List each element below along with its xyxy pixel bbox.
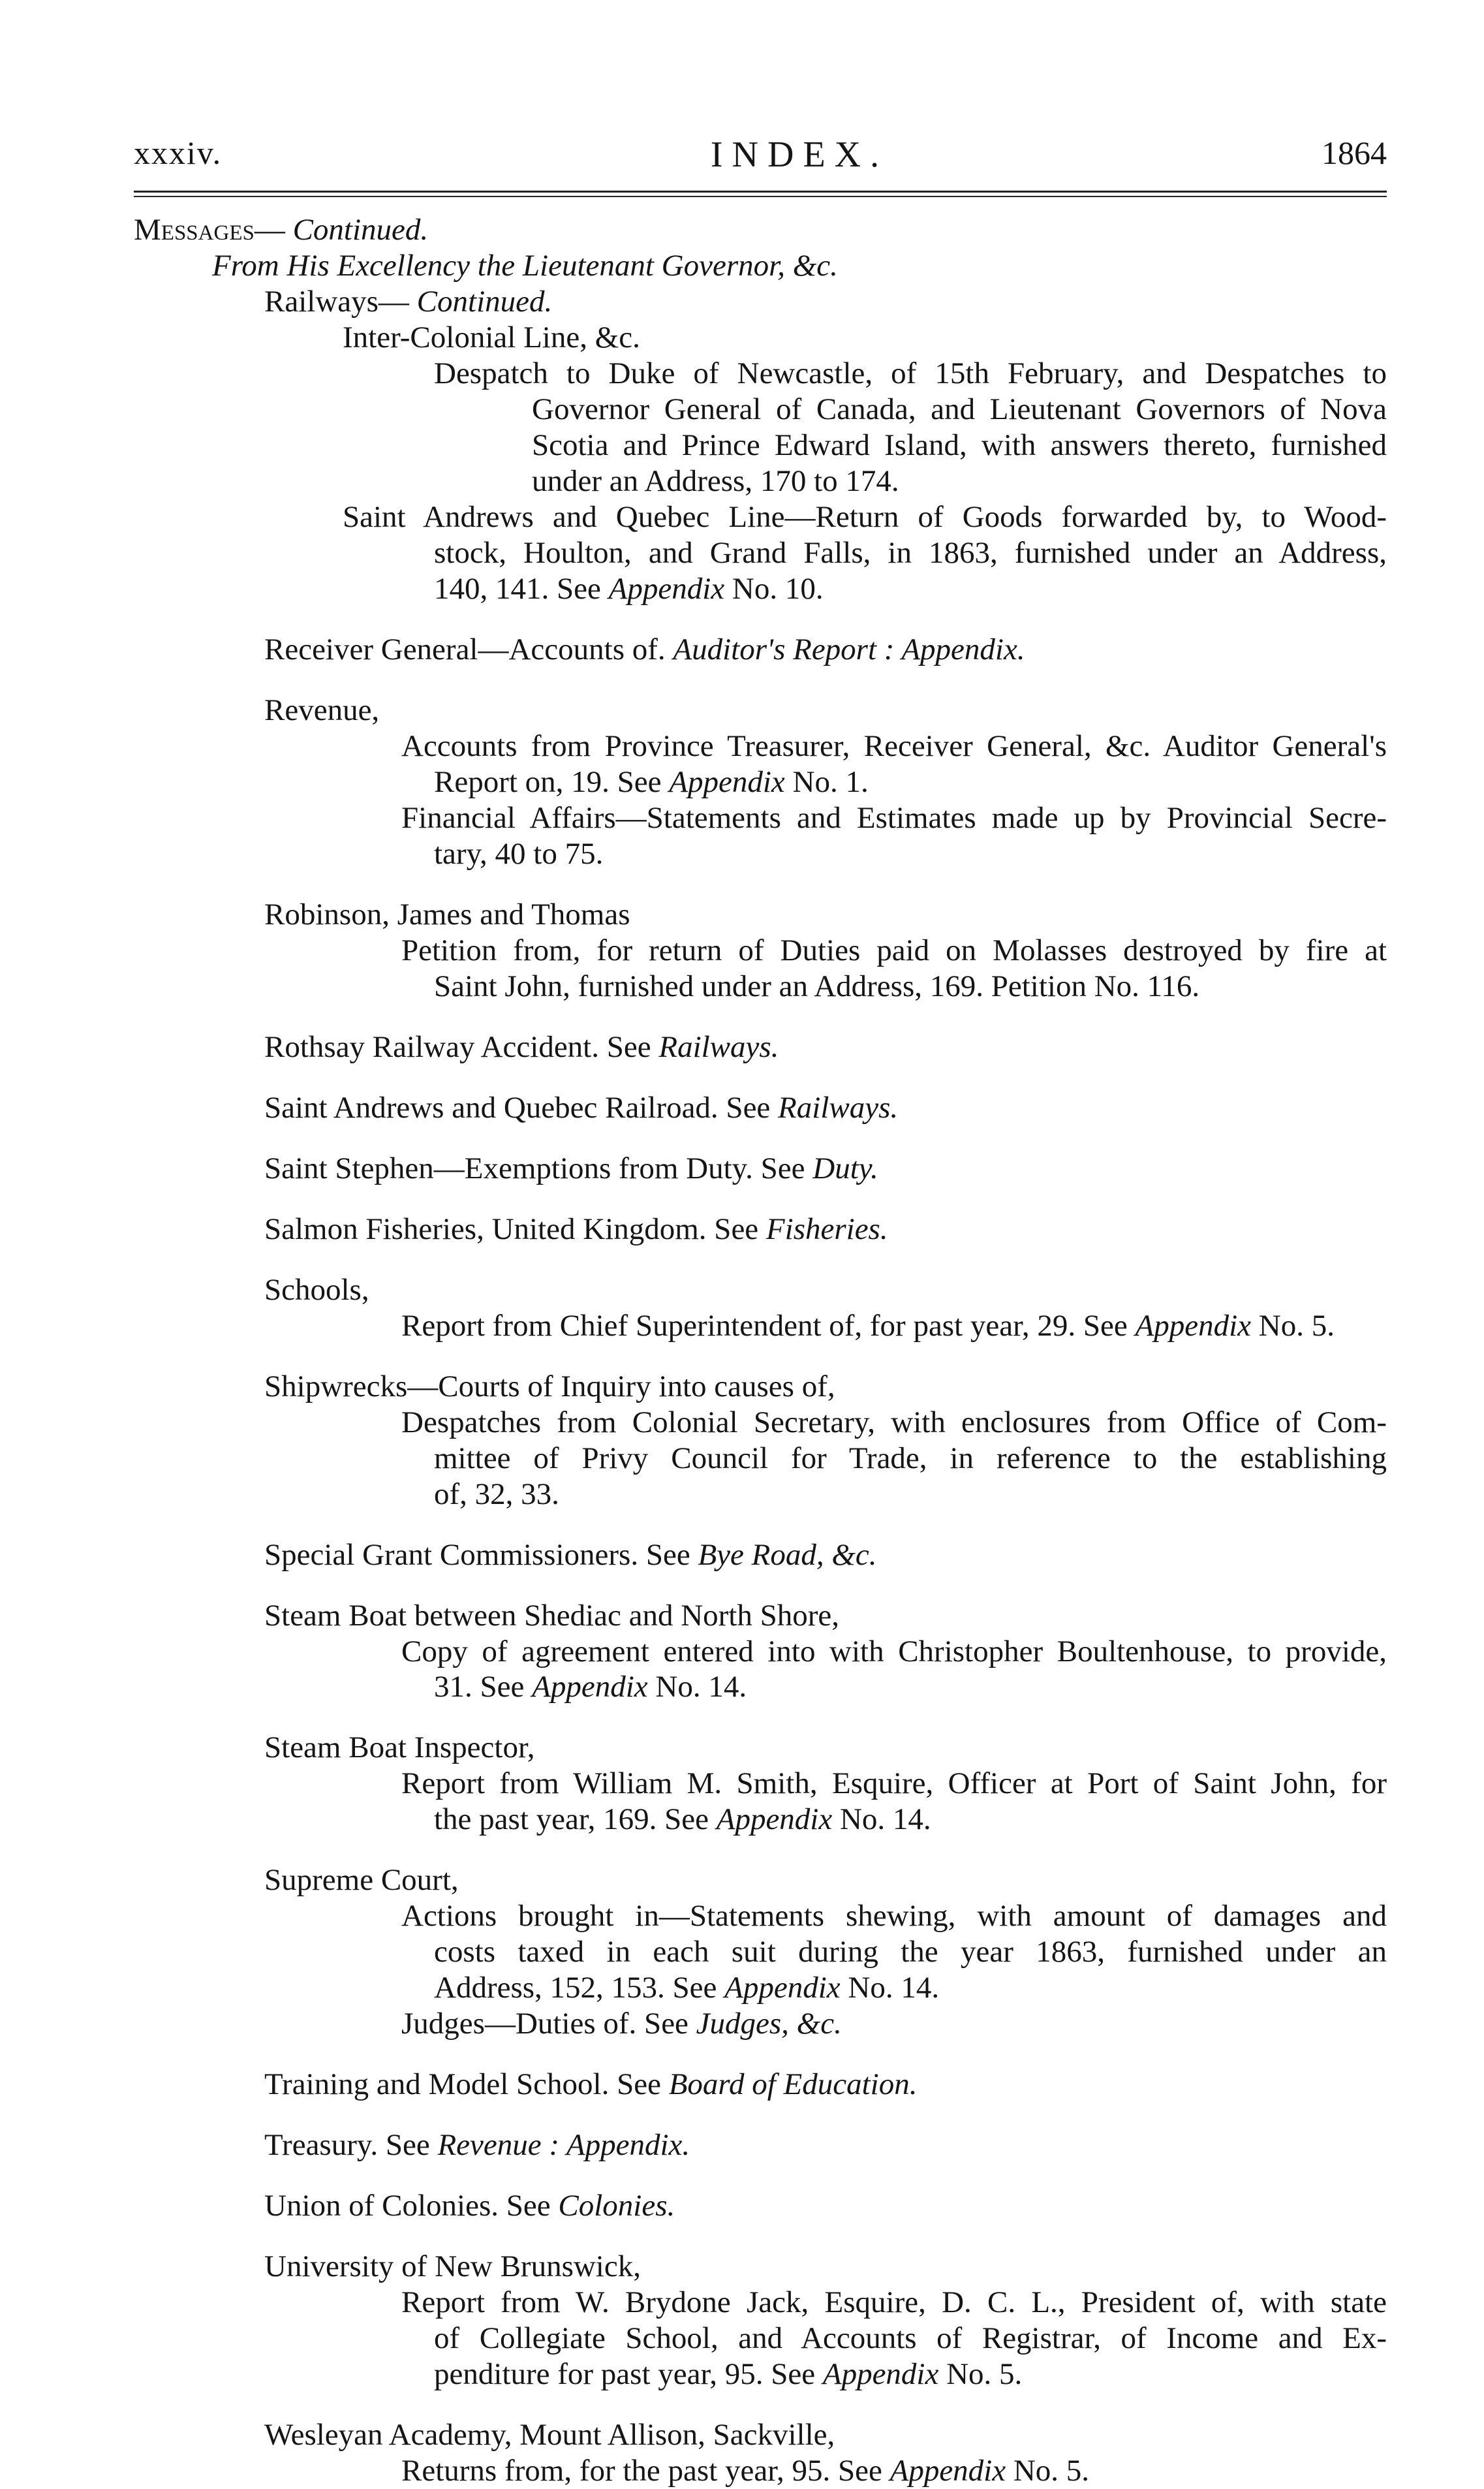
line-text: Despatch to Duke of Newcastle, of 15th February, and Despatches to <box>434 356 1387 390</box>
line-text: penditure for past year, 95. See <box>434 2357 823 2392</box>
index-line <box>134 535 1387 571</box>
line-text-tail: No. 14. <box>840 1971 940 2005</box>
index-line <box>134 212 1387 248</box>
index-line <box>134 499 1387 535</box>
page-title: INDEX. <box>710 134 889 175</box>
line-text: Address, 152, 153. See <box>434 1971 725 2005</box>
line-text: of Collegiate School, and Accounts of Registrar, of Income and Ex- <box>434 2321 1387 2356</box>
line-text: Despatches from Colonial Secretary, with enclosures from Office of Com- <box>401 1405 1387 1439</box>
line-text-tail: No. 14. <box>647 1670 747 1704</box>
header-rule <box>134 191 1387 193</box>
index-line <box>134 1272 1387 1308</box>
line-text: under an Address, 170 to 174. <box>532 463 899 498</box>
line-reference: Appendix <box>1135 1308 1252 1343</box>
index-line <box>134 1537 1387 1573</box>
index-line <box>134 764 1387 800</box>
line-text-tail: No. 5. <box>1251 1308 1335 1343</box>
index-line <box>134 1405 1387 1441</box>
line-text: Report from William M. Smith, Esquire, Officer at Port of Saint John, for <box>401 1766 1387 1801</box>
line-text: Governor General of Canada, and Lieutenant Governors of Nova <box>532 392 1387 426</box>
line-text: costs taxed in each suit during the year 1863, furnished under an <box>434 1935 1387 1969</box>
index-line <box>134 248 1387 284</box>
index-line <box>134 1029 1387 1065</box>
index-line <box>134 1369 1387 1405</box>
line-text: mittee of Privy Council for Trade, in reference to the establishing <box>434 1441 1387 1475</box>
line-text: Copy of agreement entered into with Christopher Boultenhouse, to provide, <box>401 1634 1387 1668</box>
line-text: Steam Boat Inspector, <box>264 1730 535 1765</box>
index-line <box>134 2127 1387 2163</box>
line-text: Special Grant Commissioners. See <box>264 1537 698 1572</box>
index-line <box>134 2188 1387 2224</box>
line-reference: Fisheries. <box>765 1212 888 1246</box>
index-line <box>134 1441 1387 1477</box>
page-year: 1864 <box>1322 134 1387 171</box>
index-line <box>134 1802 1387 1838</box>
line-reference: Appendix <box>669 764 785 799</box>
index-line <box>134 392 1387 428</box>
index-line <box>134 2321 1387 2356</box>
line-text: 31. See <box>434 1670 533 1704</box>
line-text: Accounts from Province Treasurer, Receiver General, &c. Auditor General's <box>401 728 1387 763</box>
index-line <box>134 969 1387 1005</box>
line-reference: Judges, &c. <box>696 2007 842 2041</box>
line-text: Schools, <box>264 1272 369 1307</box>
line-text: Report from W. Brydone Jack, Esquire, D. C. L., President of, with state <box>401 2285 1387 2320</box>
index-line <box>134 897 1387 933</box>
line-text: Wesleyan Academy, Mount Allison, Sackville, <box>264 2418 835 2452</box>
index-line <box>134 2006 1387 2042</box>
line-text: Messages— <box>134 213 293 247</box>
line-text: tary, 40 to 75. <box>434 836 604 871</box>
index-line <box>134 2067 1387 2103</box>
line-text: Shipwrecks—Courts of Inquiry into causes of, <box>264 1369 835 1403</box>
index-line <box>134 2249 1387 2285</box>
index-line <box>134 2453 1387 2489</box>
header-rule-thin <box>134 196 1387 197</box>
index-line <box>134 1308 1387 1344</box>
page-number: xxxiv. <box>134 134 223 171</box>
index-line <box>134 1970 1387 2006</box>
line-text: Steam Boat between Shediac and North Shore, <box>264 1598 840 1633</box>
line-text: University of New Brunswick, <box>264 2249 641 2284</box>
index-line <box>134 571 1387 607</box>
line-reference: Auditor's Report : Appendix. <box>673 632 1025 666</box>
line-reference: Appendix <box>822 2357 939 2392</box>
line-reference: Revenue : Appendix. <box>437 2128 690 2163</box>
line-reference: Appendix <box>532 1670 648 1704</box>
line-reference: Colonies. <box>558 2189 675 2223</box>
index-line <box>134 1862 1387 1898</box>
line-text: Saint John, furnished under an Address, 169. Petition No. 116. <box>434 969 1200 1003</box>
line-text: Rothsay Railway Accident. See <box>264 1029 659 1064</box>
index-line <box>134 1151 1387 1187</box>
index-line <box>134 1934 1387 1970</box>
index-line <box>134 2417 1387 2453</box>
line-text: Scotia and Prince Edward Island, with answers thereto, furnished <box>532 428 1387 462</box>
line-reference: Railways. <box>658 1029 779 1064</box>
line-text: Railways— <box>264 284 417 319</box>
line-text-tail: No. 1. <box>784 764 869 799</box>
line-text: Report from Chief Superintendent of, for past year, 29. See <box>401 1308 1136 1343</box>
index-line <box>134 836 1387 872</box>
index-line <box>134 2356 1387 2392</box>
line-text: of, 32, 33. <box>434 1477 559 1511</box>
index-line <box>134 1730 1387 1766</box>
line-reference: Bye Road, &c. <box>698 1537 877 1572</box>
line-text: Robinson, James and Thomas <box>264 897 630 931</box>
line-reference: Appendix <box>716 1802 833 1837</box>
index-line <box>134 1766 1387 1802</box>
line-text: Union of Colonies. See <box>264 2189 559 2223</box>
line-reference: Continued. <box>416 284 553 319</box>
line-text-tail: No. 5. <box>1006 2454 1090 2488</box>
index-line <box>134 356 1387 392</box>
index-line <box>134 800 1387 836</box>
page-header <box>134 134 1387 180</box>
line-text: Supreme Court, <box>264 1863 459 1898</box>
line-reference: Railways. <box>778 1090 899 1125</box>
line-text: Saint Stephen—Exemptions from Duty. See <box>264 1151 813 1185</box>
line-text: Report on, 19. See <box>434 764 670 799</box>
index-line <box>134 933 1387 969</box>
index-line <box>134 2285 1387 2321</box>
line-text-tail: No. 5. <box>938 2357 1023 2392</box>
line-text: Saint Andrews and Quebec Railroad. See <box>264 1090 779 1125</box>
line-text-tail: No. 14. <box>832 1802 931 1837</box>
line-text-tail: No. 10. <box>724 571 824 606</box>
line-text: stock, Houlton, and Grand Falls, in 1863, furnished under an Address, <box>434 535 1387 570</box>
index-line <box>134 463 1387 499</box>
index-entries <box>134 212 1387 2489</box>
line-reference: Board of Education. <box>668 2067 918 2102</box>
line-text: Training and Model School. See <box>264 2067 669 2102</box>
line-text: Returns from, for the past year, 95. See <box>401 2454 890 2488</box>
line-text: Judges—Duties of. See <box>401 2007 696 2041</box>
index-line <box>134 1634 1387 1670</box>
line-text: Actions brought in—Statements shewing, with amount of damages and <box>401 1899 1387 1933</box>
index-line <box>134 428 1387 463</box>
line-text: Inter-Colonial Line, &c. <box>343 320 640 354</box>
index-line <box>134 1598 1387 1634</box>
line-text: 140, 141. See <box>434 571 609 606</box>
line-reference: Continued. <box>292 213 429 247</box>
line-reference: From His Excellency the Lieutenant Governor, &c. <box>212 248 838 283</box>
index-line <box>134 1669 1387 1705</box>
line-reference: Duty. <box>812 1151 878 1185</box>
line-text: Salmon Fisheries, United Kingdom. See <box>264 1212 766 1246</box>
line-text: Petition from, for return of Duties paid on Molasses destroyed by fire at <box>401 933 1387 967</box>
index-line <box>134 693 1387 728</box>
line-text: the past year, 169. See <box>434 1802 717 1837</box>
index-line <box>134 1477 1387 1512</box>
line-text: Financial Affairs—Statements and Estimates made up by Provincial Secre- <box>401 800 1387 835</box>
index-line <box>134 1090 1387 1126</box>
index-line <box>134 1212 1387 1247</box>
line-text: Revenue, <box>264 693 380 727</box>
index-line <box>134 284 1387 320</box>
line-reference: Appendix <box>889 2454 1006 2488</box>
index-line <box>134 728 1387 764</box>
line-text: Receiver General—Accounts of. <box>264 632 673 666</box>
index-line <box>134 320 1387 356</box>
index-line <box>134 632 1387 668</box>
line-text: Treasury. See <box>264 2128 438 2163</box>
line-text: Saint Andrews and Quebec Line—Return of Goods forwarded by, to Wood- <box>343 499 1387 534</box>
index-line <box>134 1898 1387 1934</box>
line-reference: Appendix <box>724 1971 841 2005</box>
line-reference: Appendix <box>608 571 725 606</box>
